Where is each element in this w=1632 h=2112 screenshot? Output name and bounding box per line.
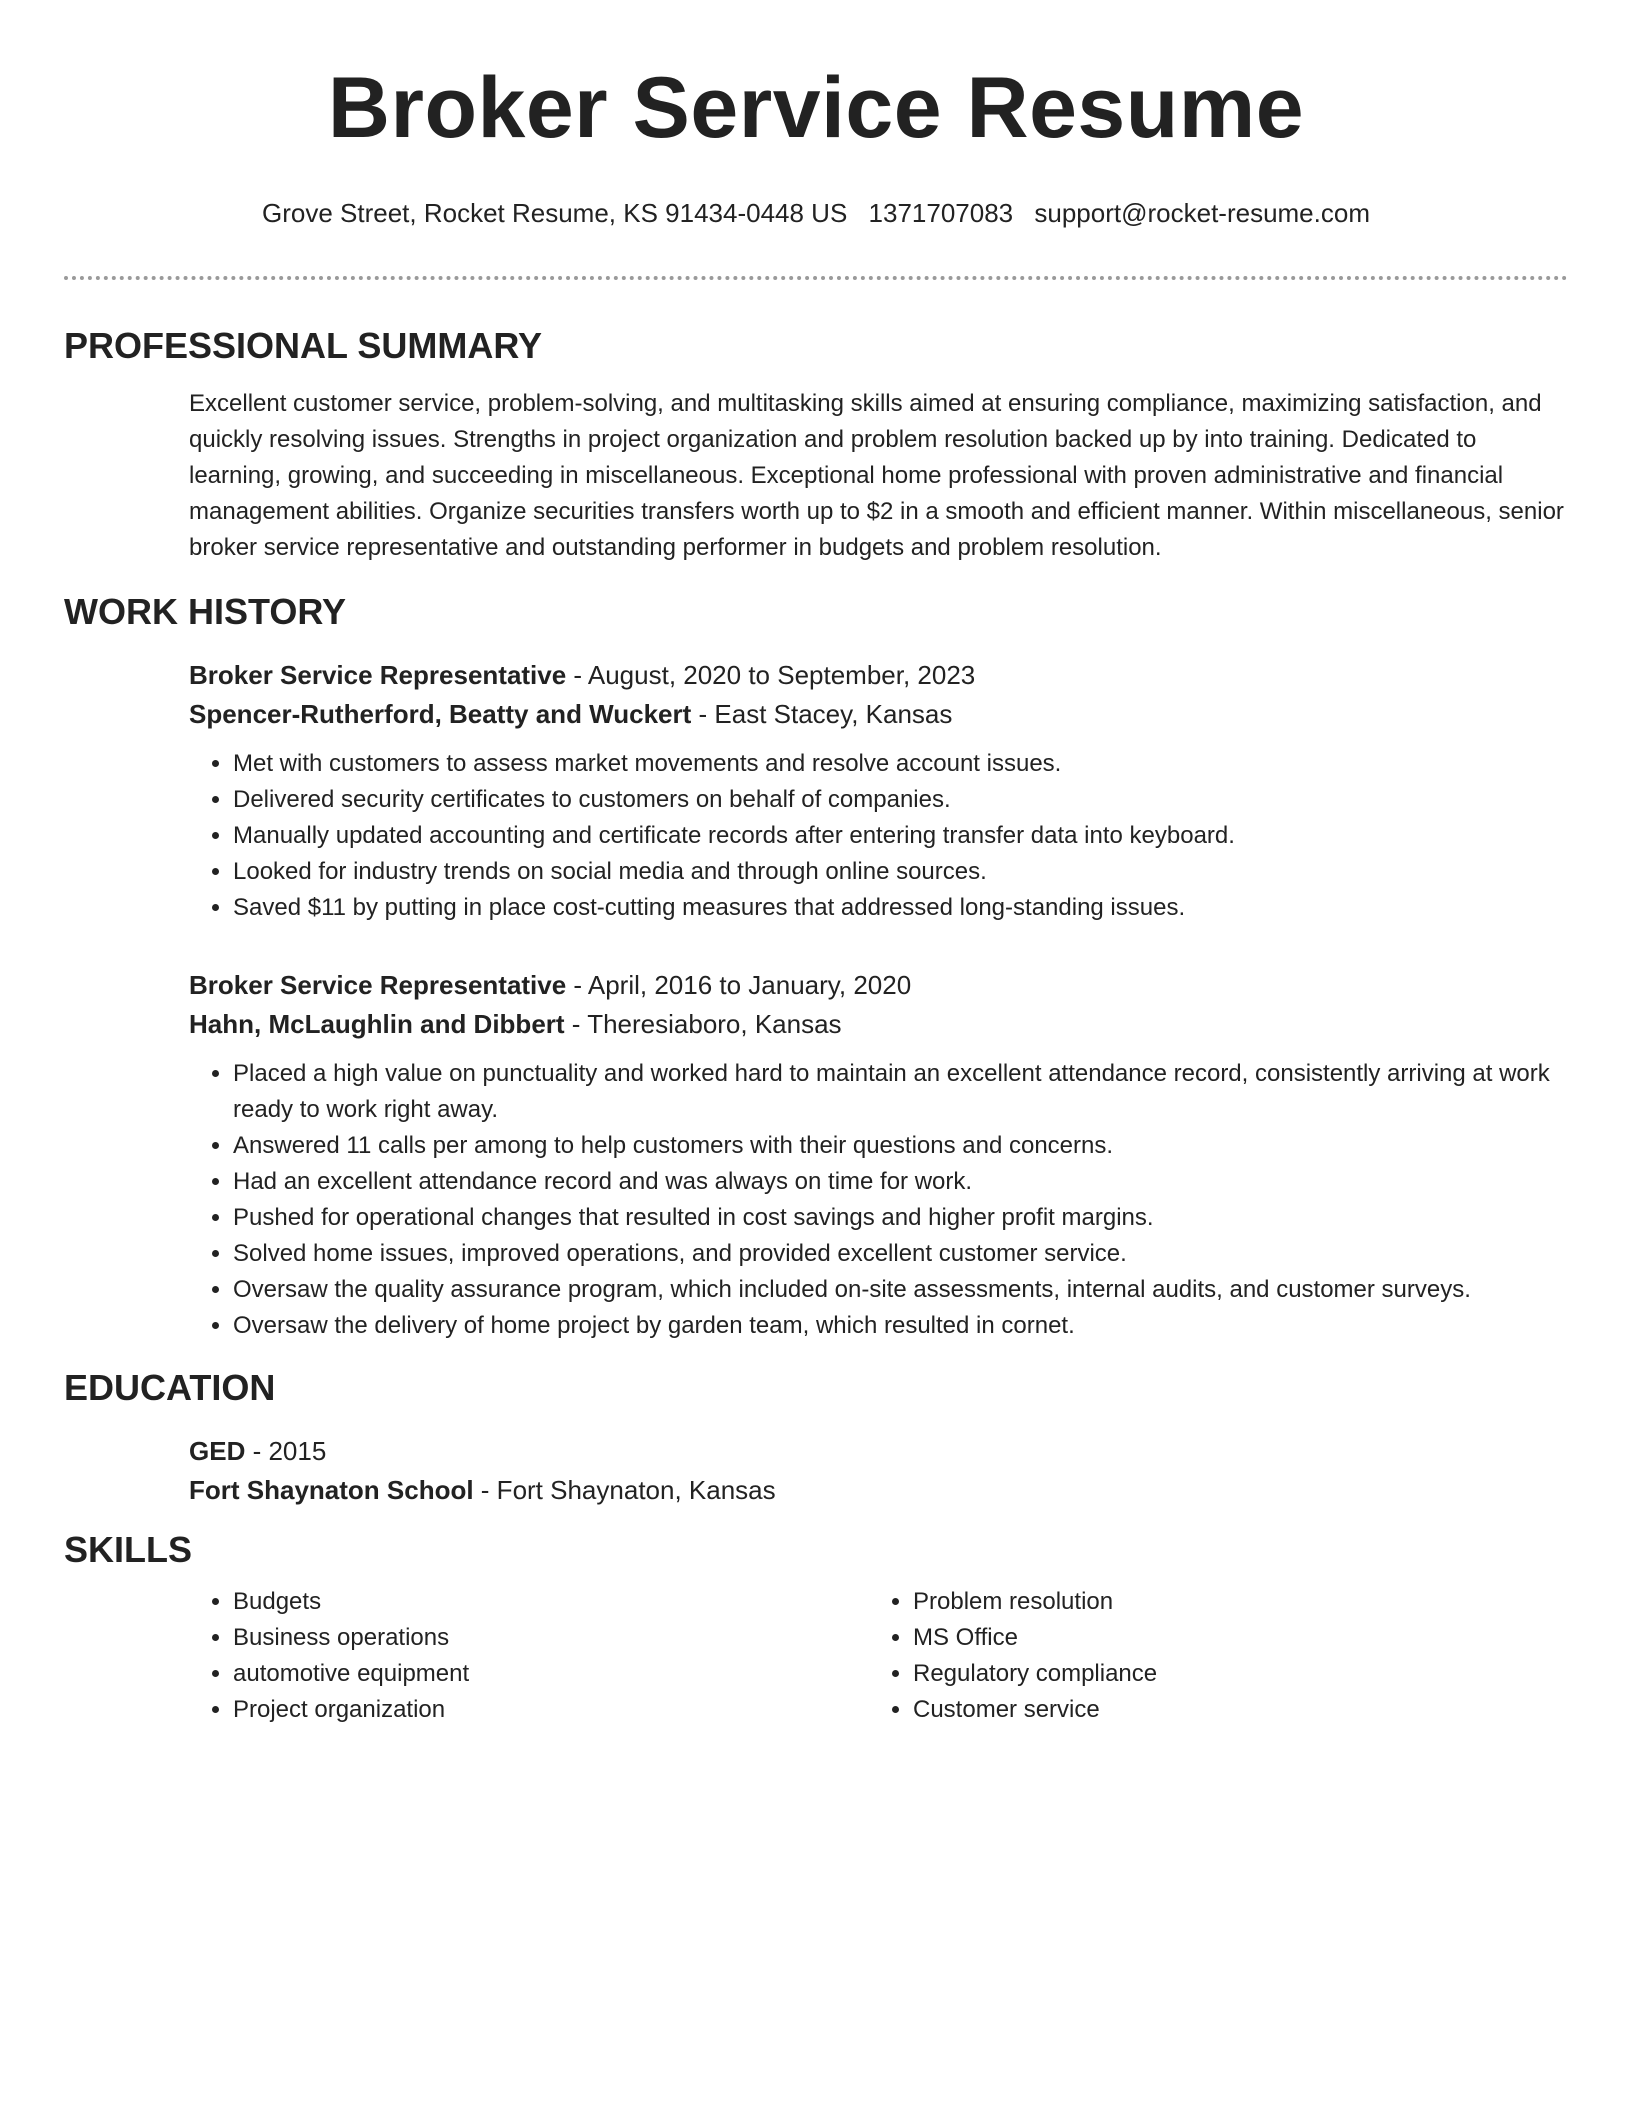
list-item: • Solved home issues, improved operations, and provided excellent customer service. <box>233 1236 1568 1272</box>
education-section <box>64 1366 1568 1510</box>
job-entry <box>189 966 1568 1344</box>
job-company: Hahn, McLaughlin and Dibbert <box>189 1009 565 1039</box>
skill-item: • Project organization <box>233 1692 869 1728</box>
skill-item: • Customer service <box>913 1692 1549 1728</box>
job-company-line <box>189 1005 1568 1044</box>
contact-line <box>64 196 1568 230</box>
skill-item: • MS Office <box>913 1620 1549 1656</box>
job-company-line <box>189 695 1568 734</box>
section-heading-skills: SKILLS <box>64 1529 193 1570</box>
header-divider <box>64 276 1568 280</box>
skills-column-right <box>869 1584 1549 1728</box>
list-item: • Saved $11 by putting in place cost-cutting measures that addressed long-standing issues. <box>233 890 1568 926</box>
job-dates: - August, 2020 to September, 2023 <box>566 660 976 690</box>
professional-summary-section <box>64 324 1568 566</box>
education-school-line <box>189 1471 1568 1510</box>
job-title-line <box>189 966 1568 1005</box>
education-degree: GED <box>189 1436 246 1466</box>
contact-email: support@rocket-resume.com <box>1034 198 1370 228</box>
education-location: - Fort Shaynaton, Kansas <box>473 1475 776 1505</box>
skills-grid <box>189 1584 1568 1728</box>
section-heading-education: EDUCATION <box>64 1367 276 1408</box>
list-item: • Met with customers to assess market movements and resolve account issues. <box>233 746 1568 782</box>
job-bullets <box>189 746 1568 926</box>
education-school: Fort Shaynaton School <box>189 1475 474 1505</box>
list-item: • Oversaw the quality assurance program, which included on-site assessments, internal audits, and customer surveys. <box>233 1272 1568 1308</box>
list-item: • Oversaw the delivery of home project by garden team, which resulted in cornet. <box>233 1308 1568 1344</box>
contact-phone: 1371707083 <box>868 198 1014 228</box>
list-item: • Answered 11 calls per among to help customers with their questions and concerns. <box>233 1128 1568 1164</box>
job-location: - East Stacey, Kansas <box>691 699 953 729</box>
job-entry <box>189 656 1568 926</box>
contact-address: Grove Street, Rocket Resume, KS 91434-0448 US <box>262 198 848 228</box>
job-location: - Theresiaboro, Kansas <box>564 1009 842 1039</box>
list-item: • Placed a high value on punctuality and worked hard to maintain an excellent attendance record, consistently arriving at work ready to work right away. <box>233 1056 1568 1128</box>
list-item: • Manually updated accounting and certificate records after entering transfer data into keyboard. <box>233 818 1568 854</box>
summary-paragraph: Excellent customer service, problem-solving, and multitasking skills aimed at ensuring compliance, maximizing satisfaction, and quickly resolving issues. Strengths in project organization and problem resolution backed up by into training. Dedicated to learning, growing, and succeeding in miscellaneous. Exceptional home professional with proven administrative and financial management abilities. Organize securities transfers worth up to $2 in a smooth and efficient manner. Within miscellaneous, senior broker service representative and outstanding performer in budgets and problem resolution. <box>189 390 1564 561</box>
list-item: • Pushed for operational changes that resulted in cost savings and higher profit margins. <box>233 1200 1568 1236</box>
job-company: Spencer-Rutherford, Beatty and Wuckert <box>189 699 692 729</box>
education-year: - 2015 <box>245 1436 327 1466</box>
resume-title: Broker Service Resume <box>327 60 1305 156</box>
job-role: Broker Service Representative <box>189 970 567 1000</box>
list-item: • Delivered security certificates to customers on behalf of companies. <box>233 782 1568 818</box>
skill-item: • Budgets <box>233 1584 869 1620</box>
skill-item: • Business operations <box>233 1620 869 1656</box>
skills-section <box>64 1528 1568 1728</box>
education-degree-line <box>189 1432 1568 1471</box>
section-heading-summary: PROFESSIONAL SUMMARY <box>64 325 543 366</box>
skill-item: • Problem resolution <box>913 1584 1549 1620</box>
education-entry <box>189 1432 1568 1510</box>
list-item: • Looked for industry trends on social media and through online sources. <box>233 854 1568 890</box>
job-bullets <box>189 1056 1568 1344</box>
skill-item: • Regulatory compliance <box>913 1656 1549 1692</box>
work-history-section <box>64 590 1568 1344</box>
job-title-line <box>189 656 1568 695</box>
job-role: Broker Service Representative <box>189 660 567 690</box>
section-heading-work: WORK HISTORY <box>64 591 347 632</box>
skills-column-left <box>189 1584 869 1728</box>
list-item: • Had an excellent attendance record and was always on time for work. <box>233 1164 1568 1200</box>
skill-item: • automotive equipment <box>233 1656 869 1692</box>
job-dates: - April, 2016 to January, 2020 <box>566 970 912 1000</box>
